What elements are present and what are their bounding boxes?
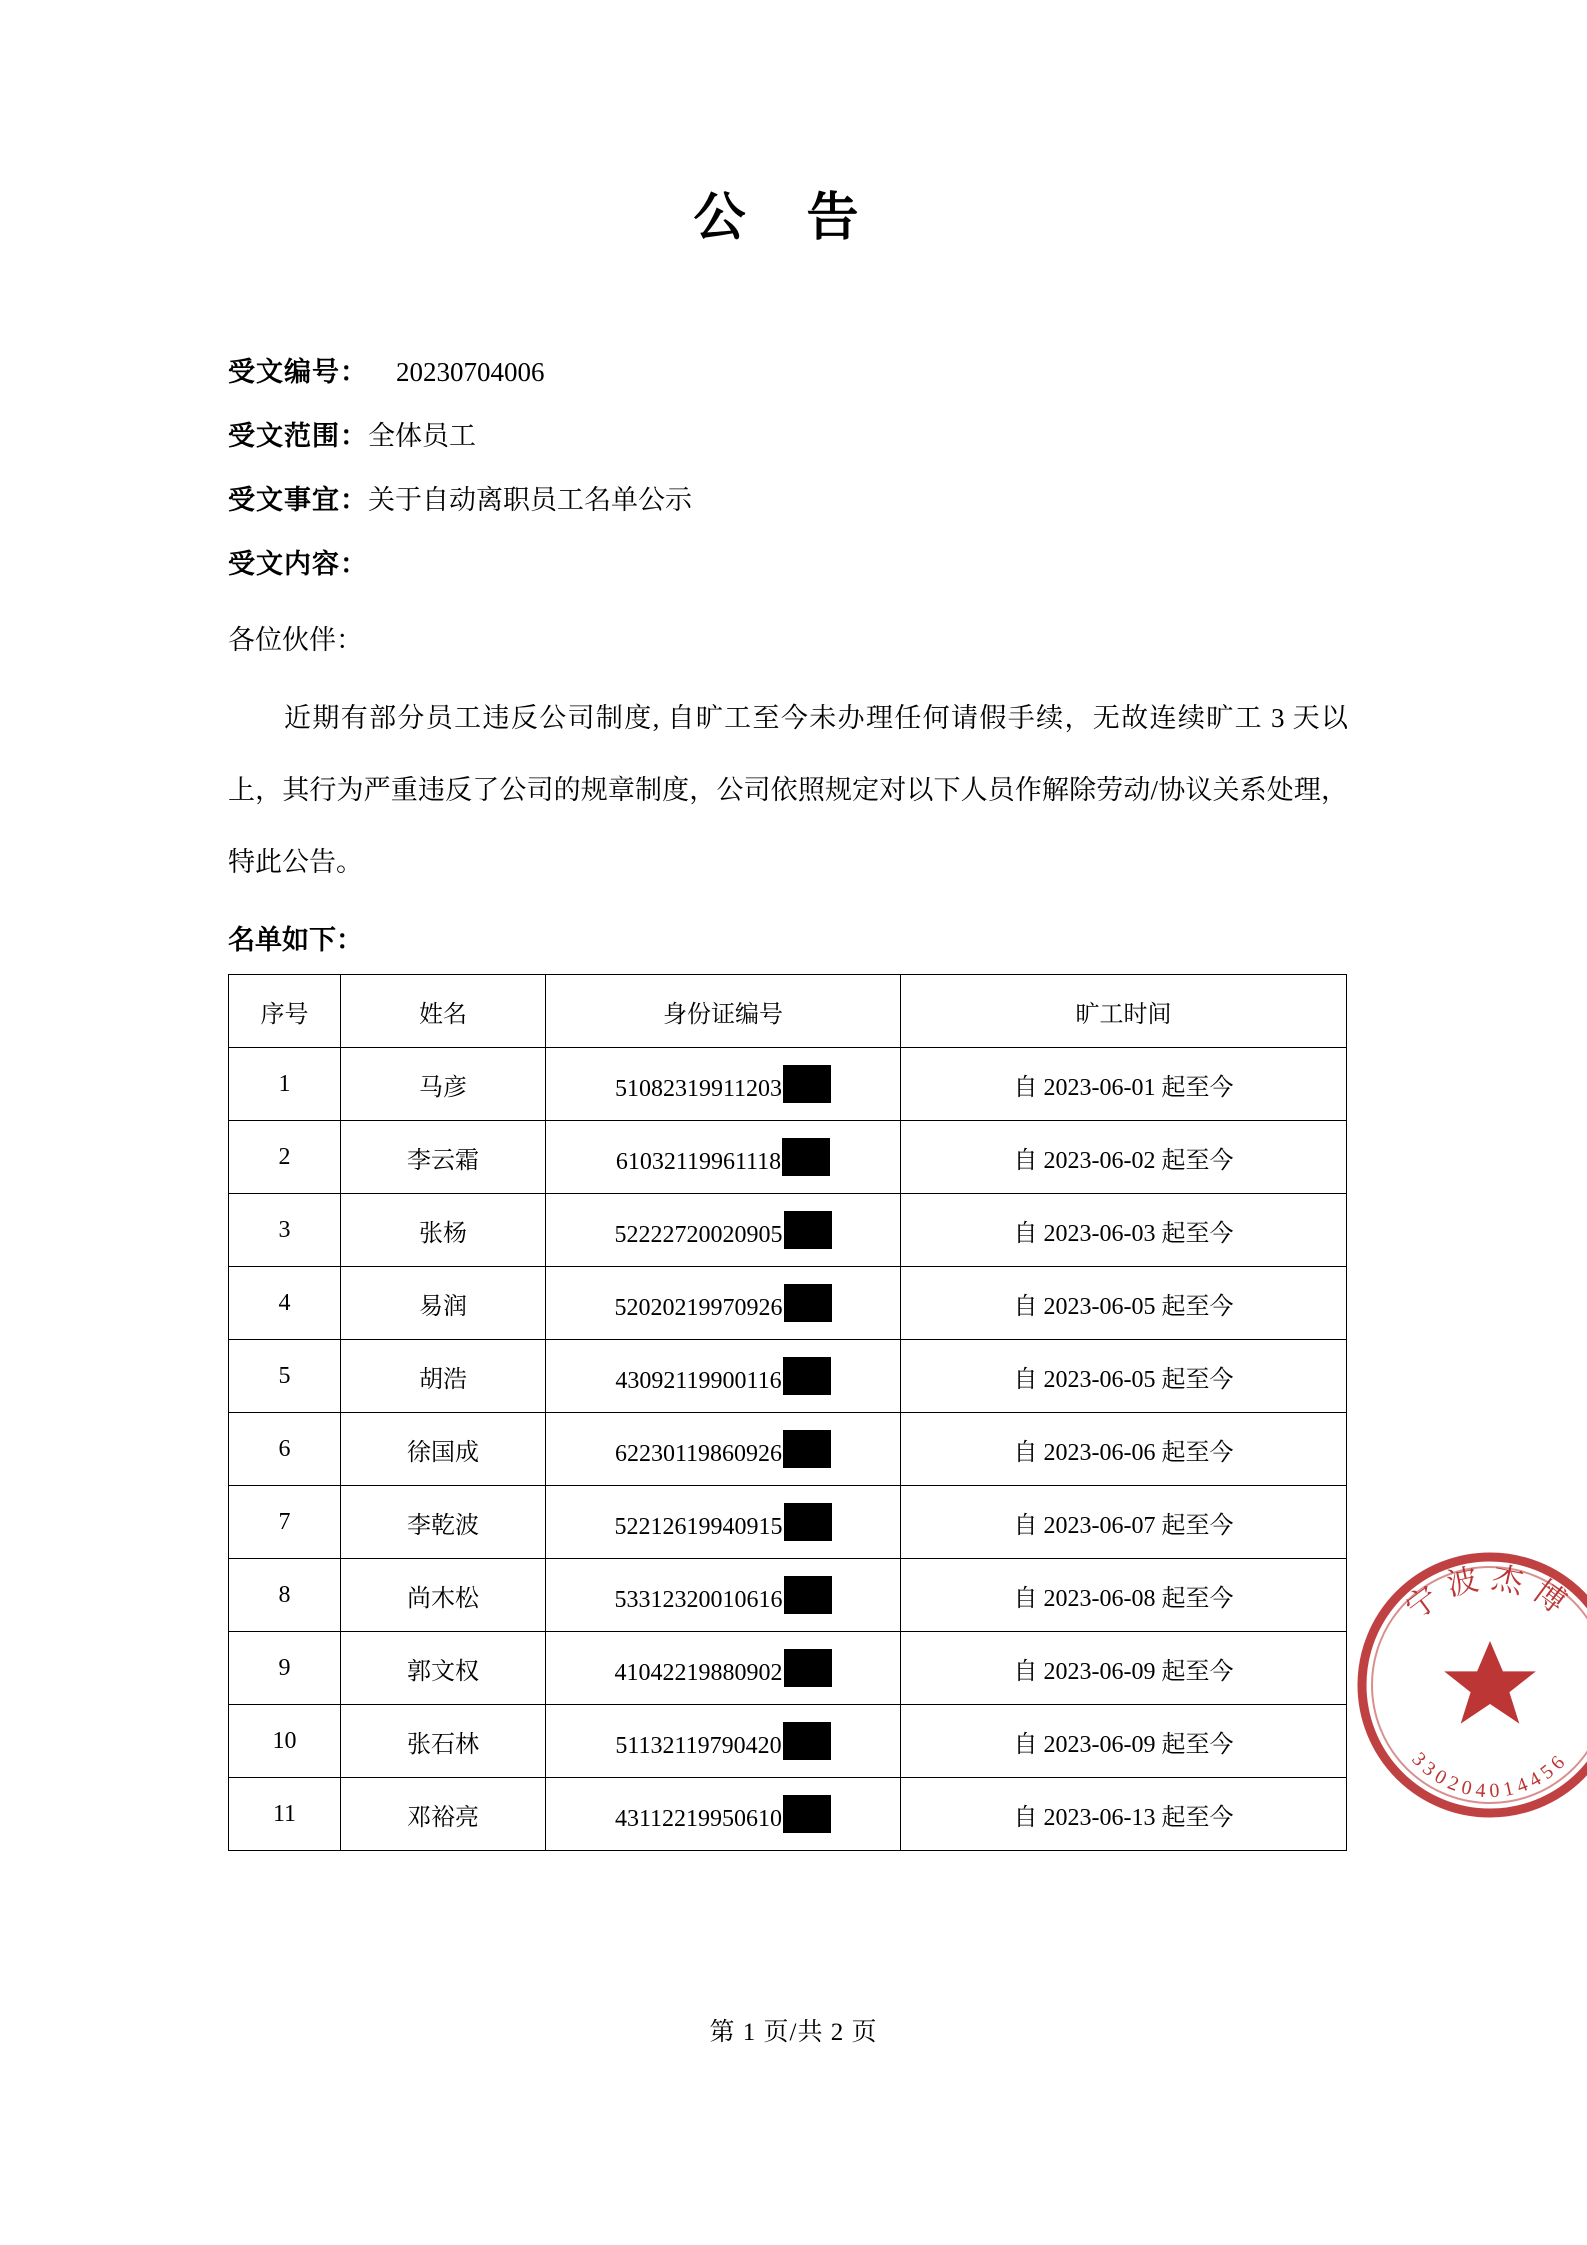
column-header-index: 序号 (229, 975, 341, 1048)
meta-row-scope (228, 404, 1348, 468)
cell-absence-period: 自 2023-06-06 起至今 (901, 1413, 1347, 1486)
id-number-text: 43112219950610 (614, 1806, 783, 1832)
cell-id-number (546, 1048, 901, 1121)
cell-name: 李云霜 (341, 1121, 546, 1194)
table-row (229, 1121, 1347, 1194)
cell-name: 邓裕亮 (341, 1778, 546, 1851)
table-row (229, 1486, 1347, 1559)
meta-label-doc-number: 受文编号： (228, 357, 368, 387)
cell-absence-period: 自 2023-06-05 起至今 (901, 1267, 1347, 1340)
cell-name: 马彦 (341, 1048, 546, 1121)
cell-absence-period: 自 2023-06-08 起至今 (901, 1559, 1347, 1632)
meta-row-doc-number (228, 340, 1348, 404)
cell-absence-period: 自 2023-06-09 起至今 (901, 1632, 1347, 1705)
column-header-id: 身份证编号 (546, 975, 901, 1048)
table-row (229, 1194, 1347, 1267)
redaction-block (784, 1503, 832, 1541)
cell-index: 1 (229, 1048, 341, 1121)
cell-absence-period: 自 2023-06-03 起至今 (901, 1194, 1347, 1267)
cell-name: 胡浩 (341, 1340, 546, 1413)
cell-name: 李乾波 (341, 1486, 546, 1559)
cell-index: 11 (229, 1778, 341, 1851)
cell-id-number (546, 1559, 901, 1632)
cell-name: 徐国成 (341, 1413, 546, 1486)
column-header-time: 旷工时间 (901, 975, 1347, 1048)
meta-value-doc-number: 20230704006 (396, 357, 545, 387)
cell-id-number (546, 1194, 901, 1267)
table-row (229, 1632, 1347, 1705)
cell-index: 2 (229, 1121, 341, 1194)
table-row (229, 1340, 1347, 1413)
body-paragraph: 近期有部分员工违反公司制度, 自旷工至今未办理任何请假手续，无故连续旷工 3 天以上，其行为严重违反了公司的规章制度，公司依照规定对以下人员作解除劳动/协议关系处理，特此公告。 (228, 703, 1348, 877)
id-number-text: 41042219880902 (614, 1660, 783, 1686)
cell-index: 6 (229, 1413, 341, 1486)
cell-id-number (546, 1267, 901, 1340)
meta-row-subject (228, 468, 1348, 532)
cell-id-number (546, 1121, 901, 1194)
salutation: 各位伙伴： (228, 625, 363, 655)
cell-index: 3 (229, 1194, 341, 1267)
cell-absence-period: 自 2023-06-07 起至今 (901, 1486, 1347, 1559)
cell-name: 尚木松 (341, 1559, 546, 1632)
cell-index: 4 (229, 1267, 341, 1340)
list-label: 名单如下： (228, 925, 363, 955)
company-seal-icon (1340, 1535, 1587, 1835)
redaction-block (783, 1357, 831, 1395)
meta-label-scope: 受文范围： (228, 421, 368, 451)
id-number-text: 51082319911203 (614, 1076, 783, 1102)
cell-id-number (546, 1340, 901, 1413)
svg-text:宁波杰博: 宁波杰博 (1399, 1559, 1581, 1626)
cell-index: 5 (229, 1340, 341, 1413)
table-row (229, 1413, 1347, 1486)
cell-absence-period: 自 2023-06-09 起至今 (901, 1705, 1347, 1778)
cell-index: 8 (229, 1559, 341, 1632)
cell-id-number (546, 1632, 901, 1705)
table-body (229, 1048, 1347, 1851)
meta-block (228, 340, 1348, 596)
cell-name: 郭文权 (341, 1632, 546, 1705)
cell-name: 张杨 (341, 1194, 546, 1267)
id-number-text: 52222720020905 (614, 1222, 783, 1248)
table-header-row (229, 975, 1347, 1048)
meta-label-content: 受文内容： (228, 549, 368, 579)
id-number-text: 51132119790420 (615, 1733, 782, 1759)
id-number-text: 52020219970926 (614, 1295, 783, 1321)
table-row (229, 1778, 1347, 1851)
meta-row-content (228, 532, 1348, 596)
id-number-text: 53312320010616 (614, 1587, 783, 1613)
cell-index: 7 (229, 1486, 341, 1559)
redaction-block (783, 1795, 831, 1833)
cell-name: 张石林 (341, 1705, 546, 1778)
redaction-block (784, 1211, 832, 1249)
id-number-text: 43092119900116 (615, 1368, 782, 1394)
employee-table (228, 974, 1347, 1851)
redaction-block (784, 1649, 832, 1687)
table-row (229, 1559, 1347, 1632)
id-number-text: 62230119860926 (614, 1441, 783, 1467)
table-row (229, 1705, 1347, 1778)
cell-index: 9 (229, 1632, 341, 1705)
redaction-block (783, 1722, 831, 1760)
redaction-block (782, 1138, 830, 1176)
cell-absence-period: 自 2023-06-05 起至今 (901, 1340, 1347, 1413)
cell-id-number (546, 1778, 901, 1851)
cell-absence-period: 自 2023-06-01 起至今 (901, 1048, 1347, 1121)
document-body (228, 0, 1348, 1851)
svg-text:330204014456: 330204014456 (1407, 1748, 1573, 1803)
cell-id-number (546, 1486, 901, 1559)
column-header-name: 姓名 (341, 975, 546, 1048)
cell-absence-period: 自 2023-06-02 起至今 (901, 1121, 1347, 1194)
meta-value-subject: 关于自动离职员工名单公示 (368, 485, 692, 515)
table-row (229, 1048, 1347, 1121)
page-title: 公 告 (693, 190, 883, 247)
redaction-block (783, 1065, 831, 1103)
redaction-block (784, 1284, 832, 1322)
cell-id-number (546, 1413, 901, 1486)
id-number-text: 61032119961118 (615, 1149, 782, 1175)
redaction-block (783, 1430, 831, 1468)
redaction-block (784, 1576, 832, 1614)
table-row (229, 1267, 1347, 1340)
id-number-text: 52212619940915 (614, 1514, 783, 1540)
meta-value-scope: 全体员工 (368, 421, 476, 451)
cell-index: 10 (229, 1705, 341, 1778)
meta-label-subject: 受文事宜： (228, 485, 368, 515)
page-footer: 第 1 页/共 2 页 (709, 2019, 878, 2046)
cell-id-number (546, 1705, 901, 1778)
cell-name: 易润 (341, 1267, 546, 1340)
cell-absence-period: 自 2023-06-13 起至今 (901, 1778, 1347, 1851)
